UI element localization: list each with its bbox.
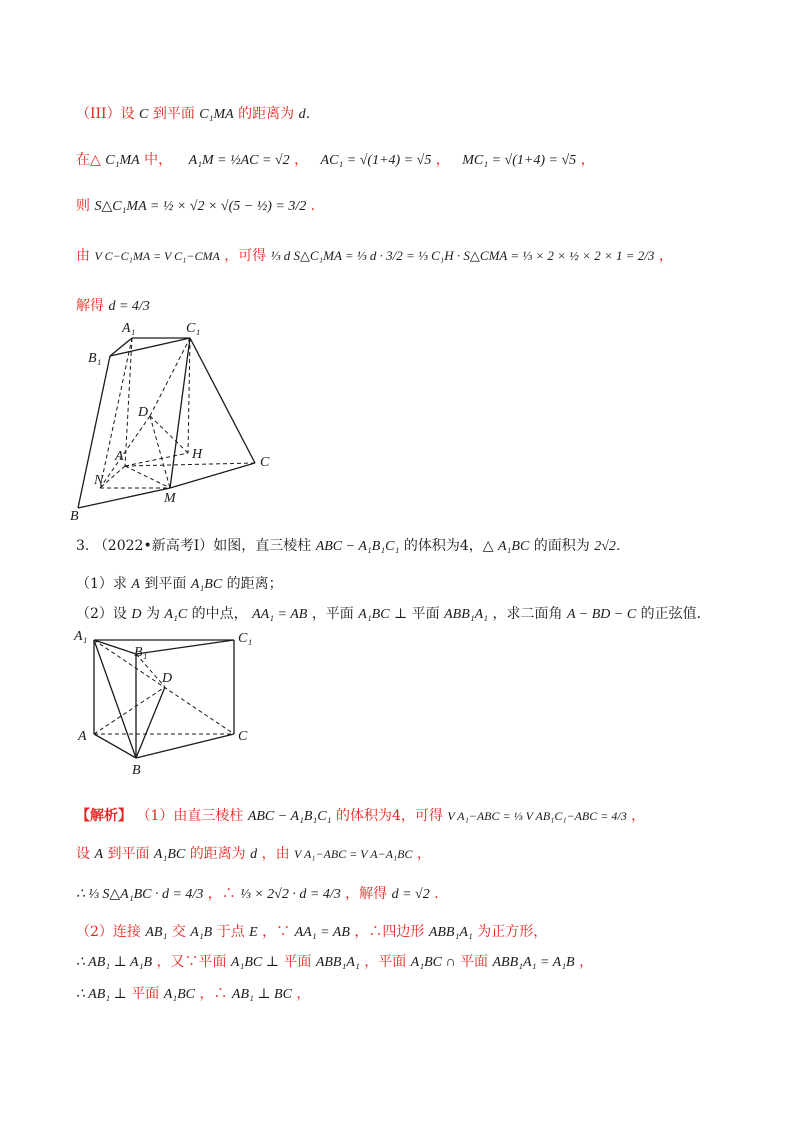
- q2-seg: A₁C: [164, 607, 188, 622]
- s4-e: E: [249, 925, 258, 940]
- s5-e: 平面: [460, 954, 489, 970]
- s4-ab1: AB₁: [145, 925, 168, 940]
- q2-t4: 平面: [411, 606, 440, 622]
- label-a1: A₁: [74, 629, 88, 644]
- eq3-tail: ，: [580, 152, 595, 168]
- s6-b: 平面: [131, 986, 160, 1002]
- eq-a1m: A₁M = ½AC = √2: [188, 153, 290, 168]
- label-a: A: [78, 729, 87, 744]
- q2-t5: ，求二面角: [492, 606, 563, 622]
- s1-a: （1）由直三棱柱: [136, 808, 244, 824]
- solution-line2: [76, 844, 431, 865]
- s5-d: ，平面: [364, 954, 407, 970]
- label-c: C: [238, 729, 248, 744]
- math-plane: C₁MA: [199, 107, 234, 122]
- s3-c: ⅓ × 2√2 · d = 4/3: [240, 887, 341, 902]
- tri-intro: 在△: [76, 152, 101, 168]
- s2-c: 的距离为: [189, 846, 246, 862]
- s5-p1: A₁BC ⊥: [230, 955, 279, 970]
- q2-t1: 为: [145, 606, 160, 622]
- problem-source: （2022•新高考Ⅰ）如图，直三棱柱: [93, 538, 312, 554]
- solution-line5: [76, 952, 593, 973]
- problem-text2: 的体积为4，△: [403, 538, 494, 554]
- solution-line3: [76, 884, 448, 905]
- s5-tail: ，: [579, 954, 594, 970]
- label-h: H: [192, 447, 203, 462]
- q2-t3: ，平面: [311, 606, 354, 622]
- kede-text: ，可得: [224, 248, 267, 264]
- s4-c: 于点: [216, 924, 245, 940]
- q1-point: A: [131, 577, 140, 592]
- part3-volume-line: [76, 246, 673, 266]
- label-c1: C₁: [186, 321, 201, 336]
- part3-triangle-line: 在△ C₁MA 中， A₁M = ½AC = √2 ， AC₁ = √(1+4) = √5 ， MC₁ = √(1+4) = √5 ，: [76, 152, 595, 168]
- part3-title-end: 的距离为: [238, 106, 295, 122]
- s2-b: 到平面: [107, 846, 150, 862]
- jiede-text: 解得: [76, 298, 104, 314]
- s4-a: （2）连接: [76, 924, 141, 940]
- area-tail: ．: [310, 198, 325, 214]
- s2-e: ，由: [261, 846, 290, 862]
- solution-line6: [76, 984, 310, 1005]
- problem3-q1: [76, 574, 283, 595]
- q2-plane2: ABB₁A₁: [444, 607, 489, 622]
- area-eq: S△C₁MA = ½ × √2 × √(5 − ½) = 3/2: [94, 199, 307, 214]
- s2-eq: V A₁−ABC = V A−A₁BC: [294, 847, 413, 861]
- math-d: d．: [298, 107, 320, 122]
- s4-d: ，∵: [262, 924, 291, 940]
- q2-end: 的正弦值．: [640, 606, 711, 622]
- s1-tail: ，: [631, 808, 646, 824]
- figure-2-prism: [72, 626, 262, 776]
- label-m: M: [164, 491, 176, 506]
- s4-g: 为正方形，: [477, 924, 548, 940]
- tri-name: C₁MA: [105, 153, 140, 168]
- math-c: C: [139, 107, 149, 122]
- vol-eq2: ⅓ d S△C₁MA = ⅓ d · 3/2 = ⅓ C₁H · S△CMA = ⅓ × 2 × ½ × 2 × 1 = 2/3: [270, 248, 655, 263]
- s4-a1b: A₁B: [190, 925, 213, 940]
- s4-eq: AA₁ = AB: [294, 925, 350, 940]
- s6-plane: A₁BC: [163, 987, 196, 1002]
- label-d: D: [162, 671, 173, 686]
- label-b: B: [70, 509, 79, 523]
- s5-p2: ABB₁A₁: [315, 955, 360, 970]
- part3-area-line: [76, 196, 325, 217]
- part3-title-text: （III）设: [76, 106, 135, 122]
- s5-p3: A₁BC ∩: [410, 955, 456, 970]
- s3-d: ，解得: [345, 886, 388, 902]
- s2-a: 设: [76, 846, 90, 862]
- s3-a: ∴ ⅓ S△A₁BC · d = 4/3: [76, 887, 204, 902]
- solution-line1: [76, 806, 645, 827]
- part3-title: [76, 104, 320, 125]
- q2-eq: AA₁ = AB: [252, 607, 308, 622]
- s1-b: 的体积为4，可得: [335, 808, 443, 824]
- s3-b: ，∴: [207, 886, 236, 902]
- label-a1: A₁: [122, 321, 136, 336]
- s1-prism: ABC − A₁B₁C₁: [247, 809, 332, 824]
- q2-point: D: [131, 607, 142, 622]
- ze-text: 则: [76, 198, 90, 214]
- label-a: A: [115, 449, 124, 464]
- s1-eq: V A₁−ABC = ⅓ V AB₁C₁−ABC = 4/3: [447, 809, 627, 823]
- s2-plane: A₁BC: [153, 847, 186, 862]
- q1-prefix: （1）求: [76, 576, 127, 592]
- triangle-name: A₁BC: [497, 539, 530, 554]
- figure-1-frustum: [70, 318, 290, 523]
- s2-tail: ，: [416, 846, 431, 862]
- q1-plane: A₁BC: [190, 577, 223, 592]
- label-b1: B₁: [134, 645, 148, 660]
- problem3-q2: [76, 604, 711, 625]
- s5-a: ∴ AB₁ ⊥ A₁B: [76, 955, 153, 970]
- q2-perp: ⊥: [394, 607, 408, 622]
- vol-tail: ，: [658, 248, 673, 264]
- s4-b: 交: [171, 924, 186, 940]
- you-text: 由: [76, 248, 90, 264]
- answer-eq: d = 4/3: [108, 299, 150, 314]
- s6-eq: AB₁ ⊥ BC: [231, 987, 292, 1002]
- s5-b: ，又∵平面: [156, 954, 227, 970]
- problem3-stem: [76, 536, 630, 557]
- s4-quad: ABB₁A₁: [428, 925, 473, 940]
- eq-ac1: AC₁ = √(1+4) = √5: [320, 153, 432, 168]
- s3-e: d = √2: [391, 887, 430, 902]
- label-c: C: [260, 455, 270, 470]
- s3-tail: ．: [434, 886, 449, 902]
- s2-point: A: [94, 847, 104, 862]
- s4-f: ，∴四边形: [354, 924, 425, 940]
- eq-mc1: MC₁ = √(1+4) = √5: [462, 153, 577, 168]
- part3-answer-line: [76, 296, 150, 317]
- label-b: B: [132, 763, 141, 776]
- part3-title-mid: 到平面: [152, 106, 195, 122]
- problem-number: 3.: [76, 538, 90, 554]
- area-value: 2√2．: [594, 539, 630, 554]
- problem-text3: 的面积为: [533, 538, 590, 554]
- q1-end: 的距离；: [226, 576, 283, 592]
- s6-a: ∴ AB₁ ⊥: [76, 987, 127, 1002]
- s6-tail: ，: [296, 986, 311, 1002]
- solution-line4: [76, 922, 547, 943]
- solution-tag: 【解析】: [76, 808, 132, 824]
- q2-prefix: （2）设: [76, 606, 127, 622]
- q2-plane1: A₁BC: [358, 607, 390, 622]
- q1-mid: 到平面: [144, 576, 187, 592]
- label-b1: B₁: [88, 351, 102, 366]
- s5-p4: ABB₁A₁ = A₁B: [492, 955, 575, 970]
- s6-c: ，∴: [199, 986, 228, 1002]
- label-n: N: [94, 473, 104, 488]
- s2-d: d: [250, 847, 258, 862]
- prism-name: ABC − A₁B₁C₁: [315, 539, 400, 554]
- s5-c: 平面: [283, 954, 312, 970]
- vol-eq: V C−C₁MA = V C₁−CMA: [94, 249, 220, 263]
- tri-zhong: 中，: [144, 152, 173, 168]
- q2-angle: A − BD − C: [566, 607, 637, 622]
- label-c1: C₁: [238, 631, 253, 646]
- q2-t2: 的中点，: [191, 606, 248, 622]
- label-d: D: [138, 405, 149, 420]
